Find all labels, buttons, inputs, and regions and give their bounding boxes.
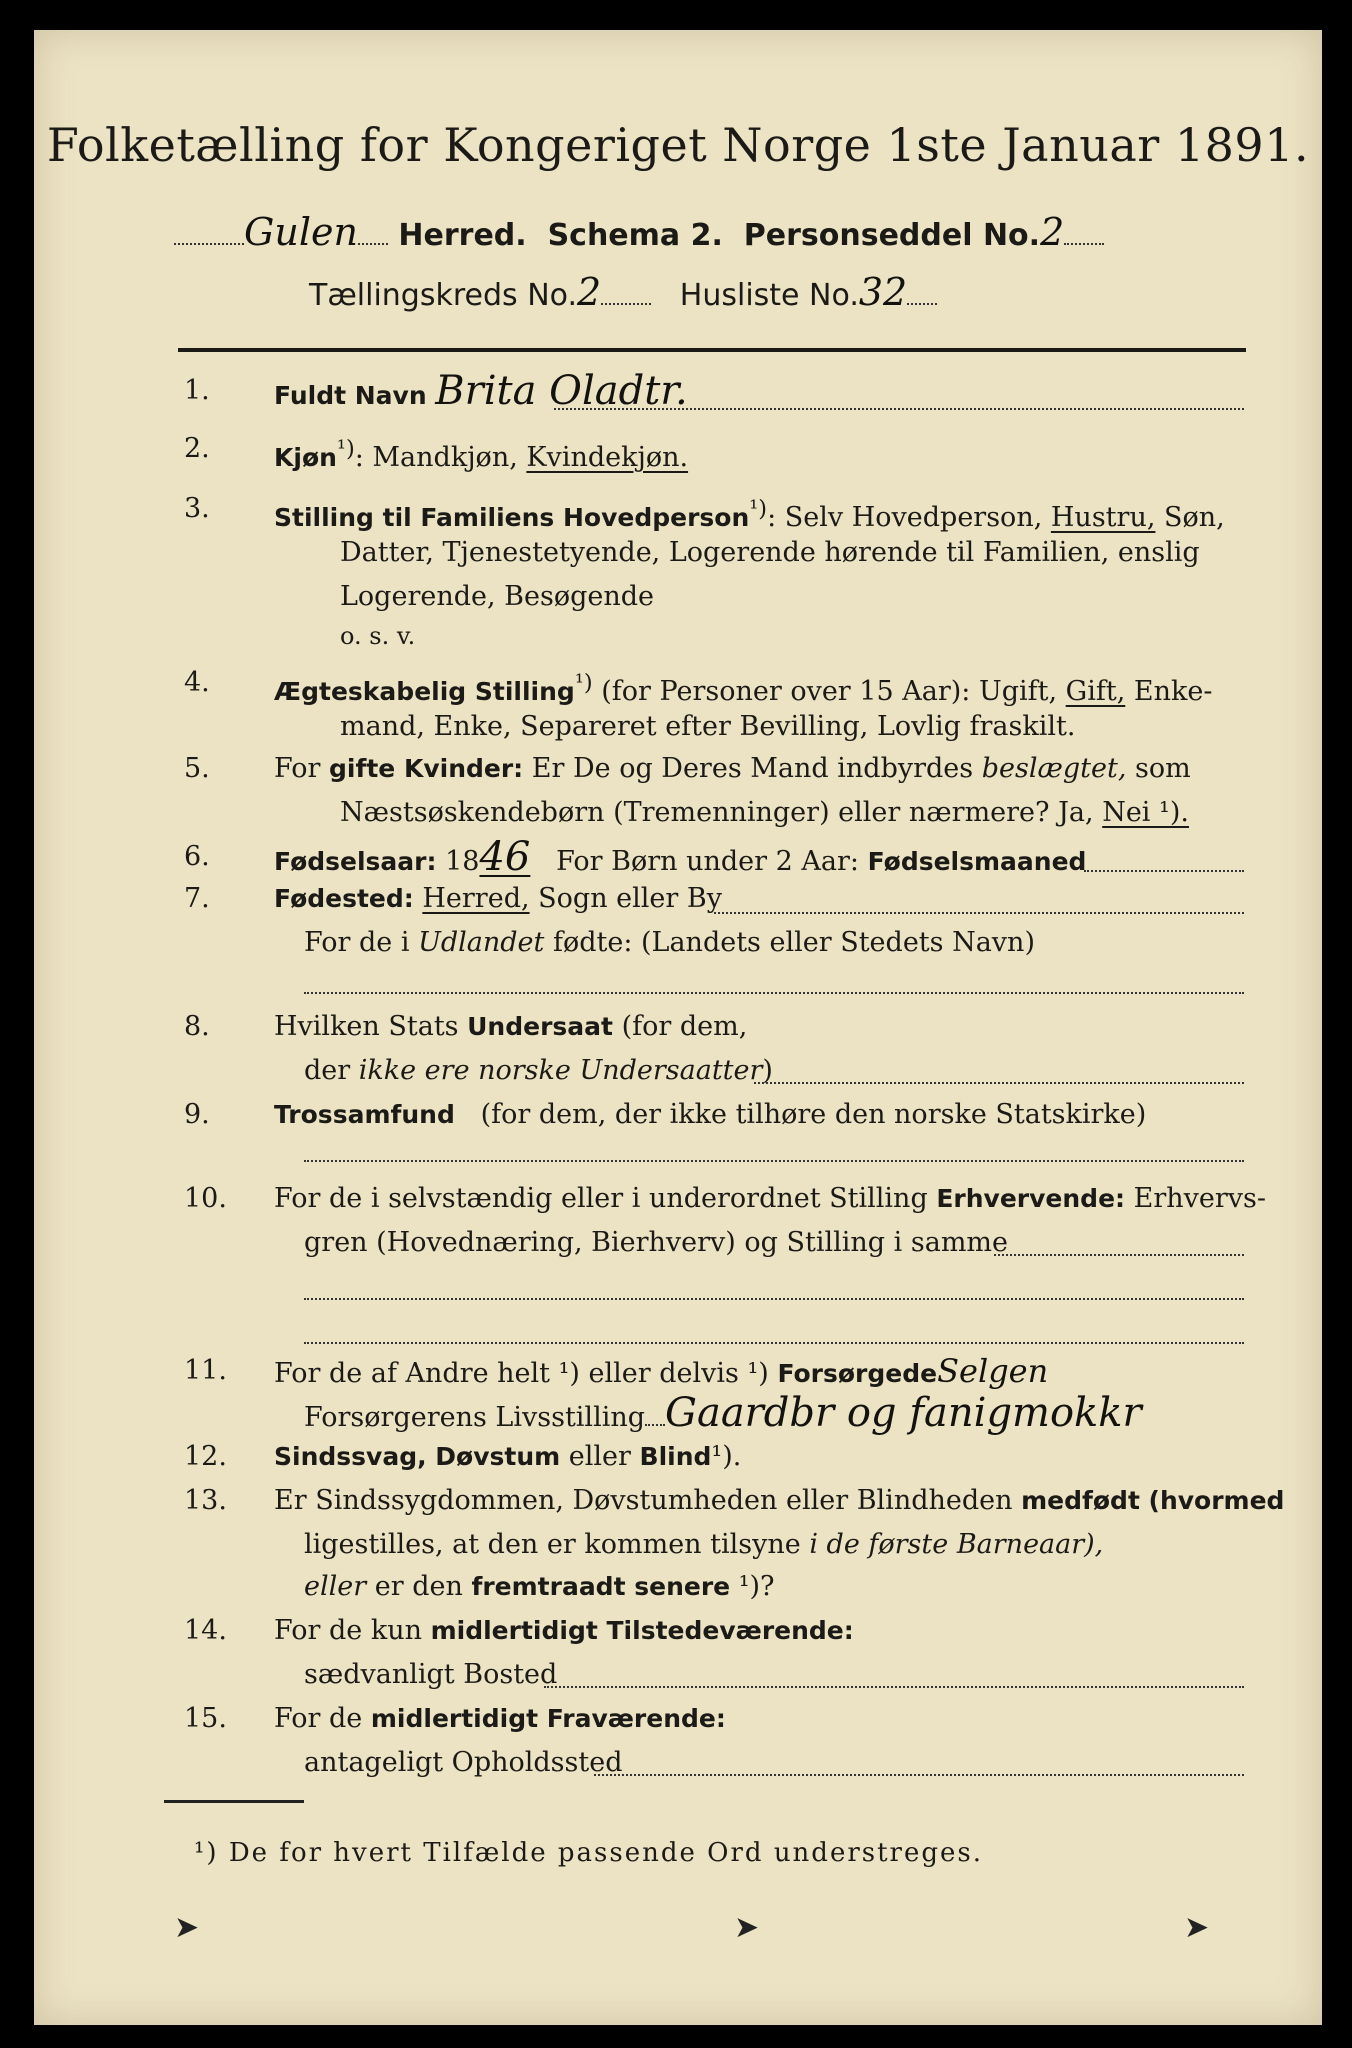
q12-text-b: ¹). — [711, 1441, 742, 1472]
q12-number: 12. — [184, 1441, 227, 1472]
q7-label: Fødested: — [274, 884, 414, 913]
q12-label2: Blind — [639, 1442, 712, 1471]
q14-number: 14. — [184, 1615, 227, 1646]
q3-line3: Logerende, Besøgende — [340, 581, 654, 612]
q13-label: medfødt — [1021, 1486, 1140, 1515]
q14-text: For de kun — [274, 1615, 422, 1646]
q3-underlined: Hustru, — [1050, 502, 1156, 533]
q9-label: Trossamfund — [274, 1100, 455, 1129]
q13-line2-italic: i de første Barneaar), — [809, 1529, 1104, 1560]
q4-text-b: Enke- — [1133, 676, 1213, 707]
q4-text-a: (for Personer over 15 Aar): Ugift, — [601, 676, 1058, 707]
q10-line2: gren (Hovednæring, Bierhverv) og Stilling i samme — [304, 1227, 1009, 1258]
q11-number: 11. — [184, 1355, 227, 1386]
q13-line2-a: ligestilles, at den er kommen tilsyne — [304, 1529, 801, 1560]
q11-line2: Forsørgerens Livsstilling — [304, 1402, 646, 1433]
q7-number: 7. — [184, 883, 210, 914]
q15-fill — [594, 1774, 1244, 1776]
q2-number: 2. — [184, 433, 210, 464]
q5-text-c: som — [1135, 753, 1191, 784]
q14-line2: sædvanligt Bosted — [304, 1659, 558, 1690]
q5-line2-wrap — [340, 792, 1272, 834]
q2-underlined: Kvindekjøn. — [526, 442, 689, 473]
q6-number: 6. — [184, 841, 210, 872]
husliste-label: Husliste No. — [679, 278, 859, 313]
q13-line3-a: er den — [374, 1571, 463, 1602]
q13-text-b: (hvormed — [1148, 1486, 1285, 1515]
q5-label: gifte Kvinder: — [329, 754, 524, 783]
q6-label: Fødselsaar: — [274, 847, 437, 876]
q6-text: For Børn under 2 Aar: — [556, 846, 859, 877]
q3-number: 3. — [184, 493, 210, 524]
q8-line2-b: ) — [762, 1055, 773, 1086]
herred-value: Gulen — [244, 210, 358, 254]
q5-line2: Næstsøskendebørn (Tremenninger) eller nærmere? Ja, — [340, 797, 1094, 828]
q7-line2-italic: Udlandet — [418, 927, 545, 958]
q10-text-a: For de i selvstændig eller i underordnet Stilling — [274, 1183, 928, 1214]
q11-handwritten-note: Selgen — [937, 1352, 1049, 1390]
header-line-1 — [174, 210, 1104, 254]
q10-text-b: Erhvervs- — [1133, 1183, 1267, 1214]
personseddel-value: 2 — [1040, 210, 1065, 254]
corner-mark-icon-right: ➤ — [1184, 1910, 1210, 1945]
q3-line4: o. s. v. — [340, 622, 416, 650]
header-line-2 — [309, 270, 937, 314]
q13-number: 13. — [184, 1485, 227, 1516]
footnote: ¹) De for hvert Tilfælde passende Ord understreges. — [194, 1838, 984, 1868]
q2-text: : Mandkjøn, — [354, 442, 518, 473]
q9-fill — [304, 1160, 1244, 1162]
q15-line2: antageligt Opholdssted — [304, 1747, 623, 1778]
q8-label: Undersaat — [467, 1012, 613, 1041]
q11-line2-wrap — [304, 1392, 1272, 1439]
q7-line2-a: For de i — [304, 927, 410, 958]
q1-label: Fuldt Navn — [274, 381, 427, 410]
q3-label: Stilling til Familiens Hovedperson — [274, 503, 750, 532]
q12-text: eller — [568, 1441, 631, 1472]
q6-prefix: 18 — [445, 846, 480, 877]
q6-label2: Fødselsmaaned — [867, 847, 1087, 876]
q5-number: 5. — [184, 753, 210, 784]
q7-line2-b: fødte: (Landets eller Stedets Navn) — [552, 927, 1035, 958]
q8-text-b: (for dem, — [621, 1011, 748, 1042]
schema-label: Schema 2. — [547, 218, 723, 253]
q8-line2-a: der — [304, 1055, 351, 1086]
q14-label: midlertidigt Tilstedeværende: — [430, 1616, 854, 1645]
q10-fill-1 — [994, 1254, 1244, 1256]
taellingskreds-label: Tællingskreds No. — [309, 278, 577, 313]
q10-number: 10. — [184, 1183, 227, 1214]
q13-line3-wrap — [304, 1566, 1272, 1608]
q15-label: midlertidigt Fraværende: — [370, 1704, 726, 1733]
husliste-value: 32 — [858, 270, 908, 314]
q3-text-b: Søn, — [1164, 502, 1225, 533]
form-title: Folketælling for Kongeriget Norge 1ste Januar 1891. — [46, 118, 1310, 172]
corner-mark-icon: ➤ — [174, 1910, 200, 1945]
q5-text-a: For — [274, 753, 321, 784]
q13-line3-italic: eller — [304, 1571, 367, 1602]
q13-text-a: Er Sindssygdommen, Døvstumheden eller Blindheden — [274, 1485, 1013, 1516]
q13-label2: fremtraadt senere — [471, 1572, 731, 1601]
taellingskreds-value: 2 — [577, 270, 602, 314]
q4-number: 4. — [184, 667, 210, 698]
q12-label: Sindssvag, Døvstum — [274, 1442, 561, 1471]
census-form — [34, 30, 1322, 2025]
q1-fill — [554, 408, 1244, 410]
q7-line2-wrap — [304, 922, 1272, 964]
q6-value: 46 — [479, 834, 531, 880]
q13-line2-wrap — [304, 1524, 1272, 1566]
personseddel-label: Personseddel No. — [743, 218, 1041, 253]
q7-fill-2 — [304, 992, 1244, 994]
q11-label: Forsørgede — [777, 1359, 938, 1388]
center-mark-icon: ➤ — [734, 1910, 760, 1945]
q2-sup: ¹) — [336, 436, 355, 462]
q3-text-a: : Selv Hovedperson, — [767, 502, 1043, 533]
q7-fill — [714, 912, 1244, 914]
q8-number: 8. — [184, 1011, 210, 1042]
q10-fill-3 — [304, 1342, 1244, 1344]
q8-line2-wrap — [304, 1050, 1272, 1092]
q11-value: Gaardbr og fanigmokkr — [665, 1390, 1142, 1436]
q7-underlined: Herred, — [422, 883, 530, 914]
q5-underlined: Nei ¹). — [1102, 797, 1189, 828]
q9-text: (for dem, der ikke tilhøre den norske Statskirke) — [480, 1099, 1147, 1130]
q3-sup: ¹) — [749, 496, 768, 522]
q4-underlined: Gift, — [1065, 676, 1126, 707]
q7-text: Sogn eller By — [538, 883, 722, 914]
q1-value: Brita Oladtr. — [435, 368, 688, 414]
q15-text: For de — [274, 1703, 363, 1734]
q8-line2-italic: ikke ere norske Undersaatter — [358, 1055, 763, 1086]
q10-fill-2 — [304, 1298, 1244, 1300]
q1-number: 1. — [184, 375, 210, 406]
q10-label: Erhvervende: — [936, 1184, 1126, 1213]
q15-number: 15. — [184, 1703, 227, 1734]
q11-text: For de af Andre helt ¹) eller delvis ¹) — [274, 1358, 769, 1389]
q9-number: 9. — [184, 1099, 210, 1130]
q14-fill — [544, 1686, 1244, 1688]
header-rule — [178, 348, 1246, 352]
q5-italic: beslægtet, — [981, 753, 1127, 784]
q4-label: Ægteskabelig Stilling — [274, 677, 575, 706]
q3-line2: Datter, Tjenestetyende, Logerende hørende til Familien, enslig — [340, 537, 1200, 568]
q5-text-b: Er De og Deres Mand indbyrdes — [531, 753, 974, 784]
q6-fill — [1084, 870, 1244, 872]
footnote-rule — [164, 1800, 304, 1803]
q2-label: Kjøn — [274, 443, 337, 472]
q4-line2: mand, Enke, Separeret efter Bevilling, Lovlig fraskilt. — [340, 711, 1076, 742]
q4-sup: ¹) — [574, 670, 593, 696]
herred-label: Herred. — [398, 218, 527, 253]
q13-line3-b: ¹)? — [738, 1571, 775, 1602]
q8-fill — [754, 1082, 1244, 1084]
q8-text-a: Hvilken Stats — [274, 1011, 459, 1042]
